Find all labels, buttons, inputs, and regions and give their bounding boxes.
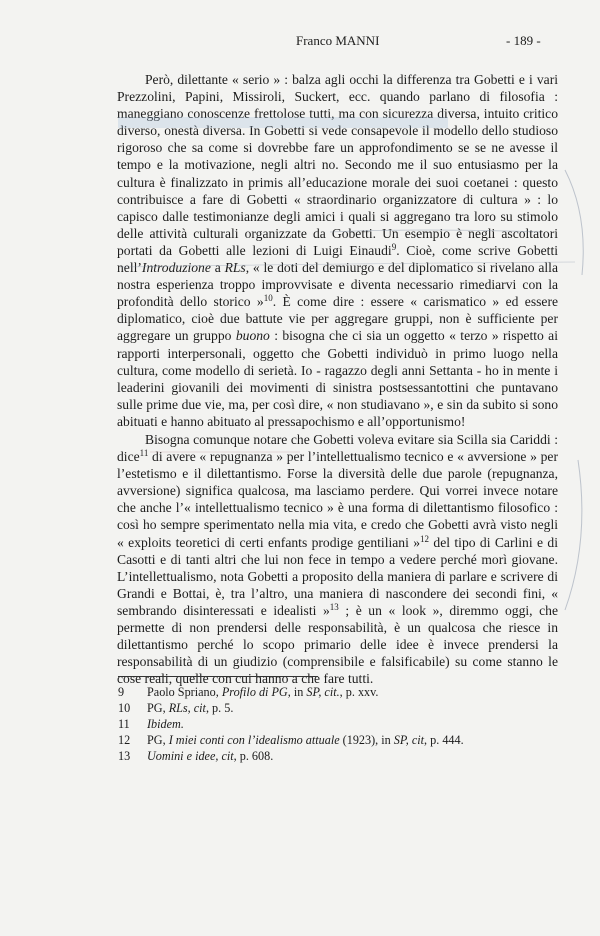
italic-run: Introduzione: [141, 260, 211, 276]
footnote-text: [147, 732, 464, 748]
italic-run: SP, cit.: [306, 685, 340, 699]
footnote-text: [147, 748, 273, 764]
footnote: [118, 732, 558, 748]
italic-run: I miei conti con l’idealismo attuale: [168, 733, 340, 747]
running-header: [0, 33, 600, 53]
footnote: [118, 748, 558, 764]
footnote-number: 10: [118, 701, 131, 715]
footnote-ref: 9: [391, 241, 397, 252]
footnote-rule: [118, 676, 318, 677]
text-run: , p. 444.: [424, 733, 464, 747]
italic-run: Uomini e idee, cit: [147, 749, 234, 763]
italic-run: SP, cit: [393, 733, 425, 747]
text-run: ; è un « look », diremmo oggi, che permette di non prendersi delle responsabilità, è un qualcosa che riesce in dilettantismo perché lo scopo primario delle idee è invece prendersi la responsabilità di un giudizio (comprensibile e falsificabile) su come stanno le cose reali, quelle con cui hanno a che fare tutti.: [117, 602, 558, 687]
footnote-number: 12: [118, 733, 131, 747]
text-run: . Cioè, come scrive Gobetti nell’: [117, 242, 558, 276]
text-run: : bisogna che ci sia un oggetto « terzo » rispetto ai rapporti interpersonali, oggetto che Gobetti individuò in primo luogo nella cultura, come modello di serietà. Io - ragazzo degli anni Settanta - ho in mente i leaderini giovanili dei movimenti di sinistra postsessantottini che puntavano sulle prime due vie, ma, per così dire, « non studiavano », e sin da subito si sono abituati e hanno abituato al pressapochismo e all’opportunismo!: [117, 328, 558, 429]
text-run: Però, dilettante « serio » : balza agli occhi la differenza tra Gobetti e i vari Prezzolini, Papini, Missiroli, Suckert, ecc. quando parlano di filosofia : maneggiano conoscenze frettolose tutti, ma con sicurezza diversa, intuito critico diverso, onestà diversa. In Gobetti si vede consapevole il modello dello studioso rigoroso che sa come si dovrebbe fare un approfondimento se se ne avesse il tempo e la motivazione, negli altri no. Secondo me il suo entusiasmo per la cultura è finalizzato in primis all’educazione morale dei suoi coetanei : questo contribuisce a fare di Gobetti « straordinario organizzatore di cultura » : lo capisco dalle testimonianze degli amici i quali si aggregano tra loro su stimolo delle attività culturali organizzate da Gobetti. Un esempio è negli ascoltatori portati da Gobetti alle lezioni di Luigi Einaudi: [117, 72, 558, 258]
footnote-number: 9: [118, 685, 125, 699]
footnote-ref: 13: [329, 601, 339, 612]
footnote-ref: 11: [139, 448, 149, 459]
paragraph: [117, 431, 558, 687]
body-text: [117, 71, 558, 687]
text-run: , p. 608.: [233, 749, 274, 763]
running-author: Franco MANNI: [296, 33, 380, 48]
footnote: [118, 684, 558, 700]
italic-run: RLs: [224, 260, 246, 276]
footnote-text: [147, 716, 184, 732]
text-run: PG,: [147, 701, 169, 715]
footnote-ref: 12: [420, 533, 430, 544]
footnote-number: 11: [118, 717, 130, 731]
italic-run: buono: [235, 328, 270, 344]
text-run: , in: [287, 685, 307, 699]
paragraph: [117, 71, 558, 430]
text-run: del tipo di Carlini e di Casotti e di tanti altri che lui non fece in tempo a vedere perché morì giovane. L’intellettualismo, nota Gobetti a proposito della maniera di parlare e scrivere di Grandi e Bottai, è, tra l’altro, una maniera di nascondere dei secondi fini, « sembrando disinteressati e idealisti »: [117, 534, 558, 618]
text-run: a: [210, 260, 225, 276]
italic-run: Profilo di PG: [221, 685, 288, 699]
footnote-text: [147, 700, 233, 716]
footnote: [118, 700, 558, 716]
text-run: , p. xxv.: [339, 685, 379, 699]
footnote: [118, 716, 558, 732]
footnotes: [118, 684, 558, 764]
footnote-text: [147, 684, 378, 700]
italic-run: Ibidem.: [147, 717, 184, 731]
text-run: . È come dire : essere « carismatico » ed essere diplomatico, cioè due battute vie per aggregare gruppi, non è sufficiente per aggregare un gruppo: [117, 294, 559, 344]
text-run: Paolo Spriano,: [147, 685, 222, 699]
text-run: Bisogna comunque notare che Gobetti voleva evitare sia Scilla sia Cariddi : dice: [117, 431, 558, 465]
text-run: di avere « repugnanza » per l’intellettualismo tecnico e « avversione » per l’estetismo e il dilettantismo. Forse la diversità delle due parole (repugnanza, avversione) significa qualcosa, ma lasciamo perdere. Qui vorrei invece notare che anche l’« intellettualismo tecnico » è una forma di dilettantismo filosofico : così ho sempre sperimentato nella mia vita, e credo che Gobetti avrà visto negli « exploits teoretici di certi enfants prodige gentiliani »: [117, 449, 558, 550]
text-run: PG,: [147, 733, 169, 747]
footnote-ref: 10: [263, 293, 273, 304]
text-run: , p. 5.: [205, 701, 234, 715]
page-number: - 189 -: [506, 33, 541, 48]
italic-run: RLs, cit: [168, 701, 206, 715]
footnote-number: 13: [118, 749, 131, 763]
text-run: (1923), in: [339, 733, 394, 747]
text-run: , « le doti del demiurgo e del diplomatico si rivelano alla nostra esperienza troppo improvvisate e diventa necessario rimediarvi con la profondità dello storico »: [117, 260, 558, 310]
